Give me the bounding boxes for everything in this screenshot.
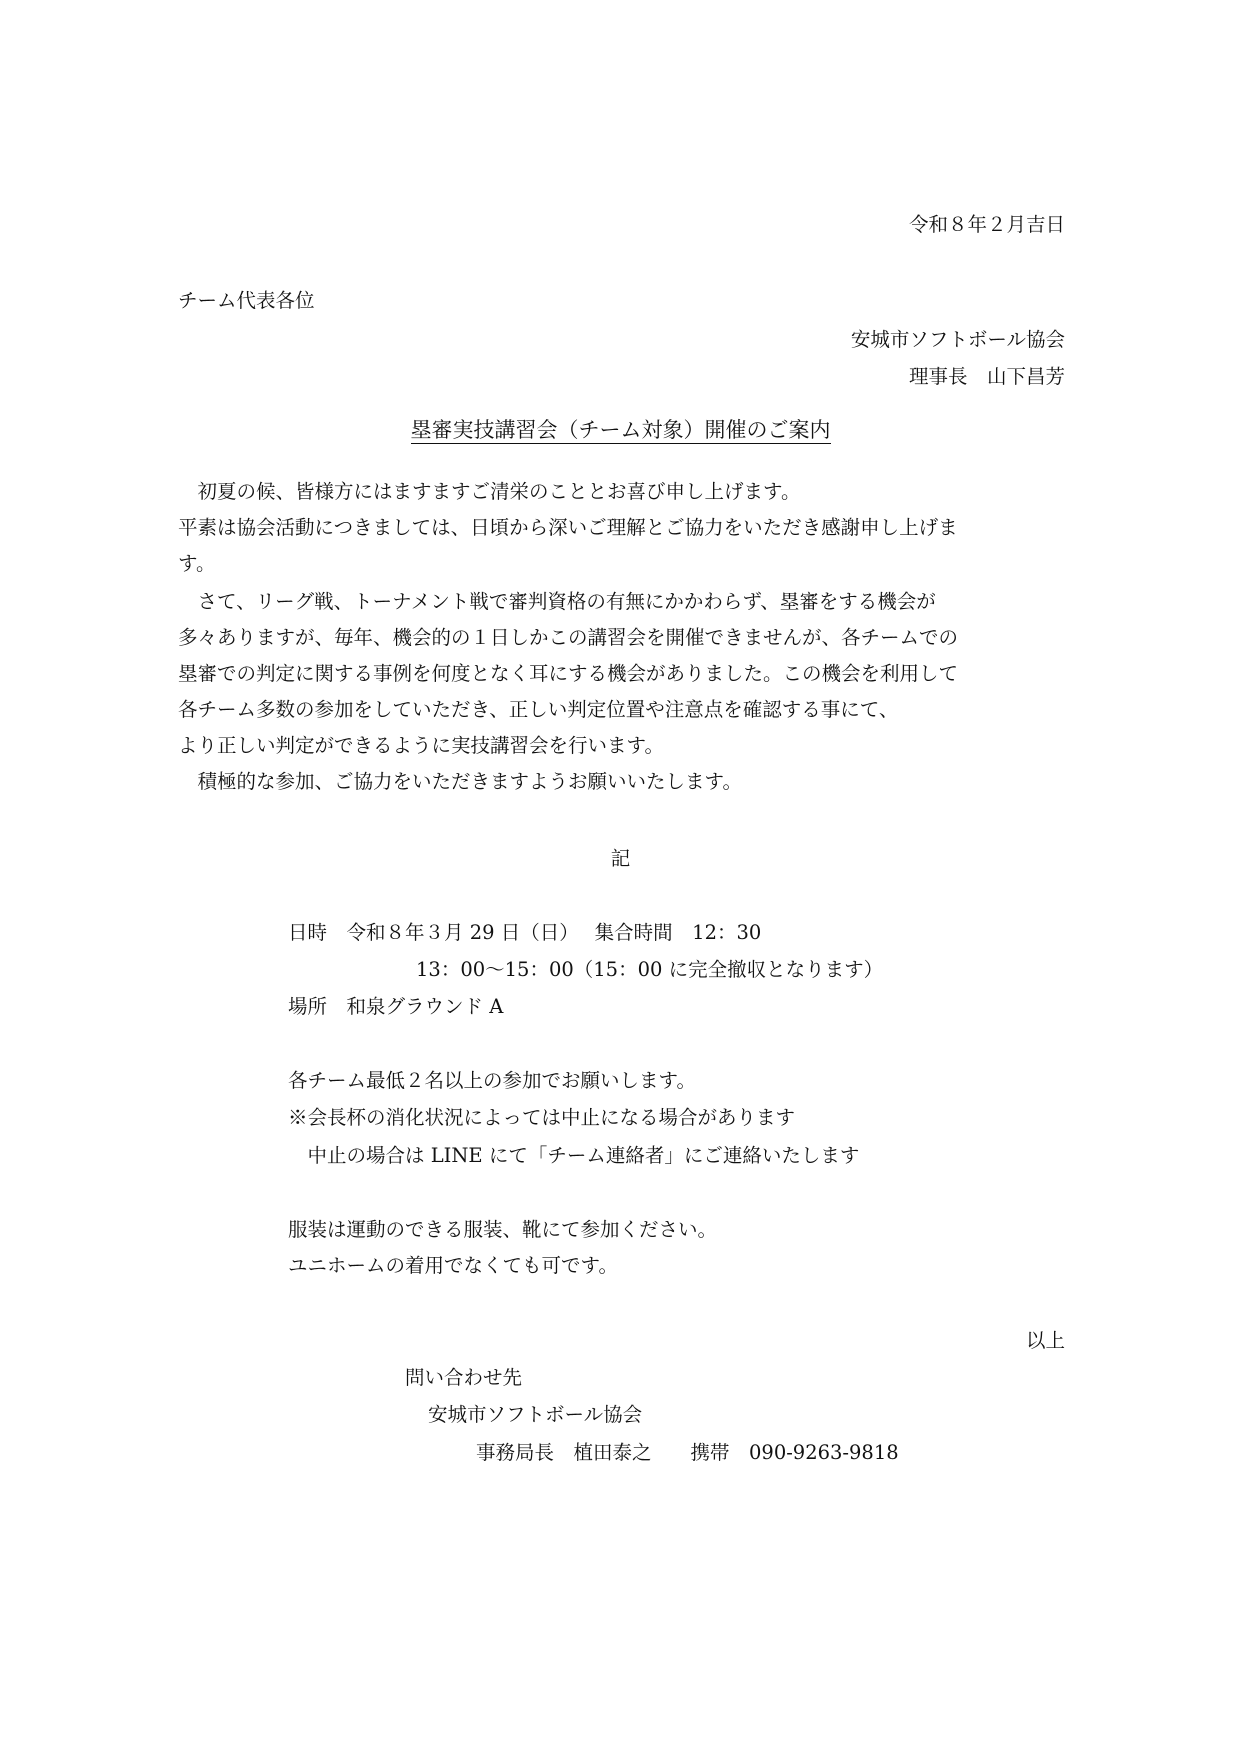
event-place: 場所 和泉グラウンド A [288,995,504,1018]
event-time: 13：00〜15：00（15：00 に完全撤収となります） [416,958,884,981]
closing-mark: 以上 [1025,1329,1065,1352]
contact-organization: 安城市ソフトボール協会 [428,1403,643,1426]
line-contact-note: 中止の場合は LINE にて「チーム連絡者」にご連絡いたします [288,1144,860,1167]
body-line-1: 初夏の候、皆様方にはますますご清栄のこととお喜び申し上げます。 [178,480,801,503]
document-date: 令和８年２月吉日 [908,213,1065,236]
addressee: チーム代表各位 [178,289,315,312]
body-line-4: さて、リーグ戦、トーナメント戦で審判資格の有無にかかわらず、塁審をする機会が [178,590,936,613]
body-line-5: 多々ありますが、毎年、機会的の１日しかこの講習会を開催できませんが、各チームでの [178,626,959,649]
body-line-7: 各チーム多数の参加をしていただき、正しい判定位置や注意点を確認する事にて、 [178,698,899,721]
document-title [0,415,1241,445]
cancellation-note: ※会長杯の消化状況によっては中止になる場合があります [288,1106,796,1129]
contact-person: 事務局長 植田泰之 携帯 090-9263-9818 [476,1441,899,1464]
document-title-text: 塁審実技講習会（チーム対象）開催のご案内 [410,418,831,442]
contact-heading: 問い合わせ先 [405,1366,523,1389]
sender-name: 理事長 山下昌芳 [908,365,1065,388]
participants-note: 各チーム最低２名以上の参加でお願いします。 [288,1069,696,1092]
ki-heading: 記 [610,847,631,870]
sender-organization: 安城市ソフトボール協会 [850,328,1065,351]
dress-note: 服装は運動のできる服装、靴にて参加ください。 [288,1218,718,1241]
body-line-3: す。 [178,552,216,575]
body-line-9: 積極的な参加、ご協力をいただきますようお願いいたします。 [178,770,742,793]
body-line-6: 塁審での判定に関する事例を何度となく耳にする機会がありました。この機会を利用して [178,662,959,685]
body-line-2: 平素は協会活動につきましては、日頃から深いご理解とご協力をいただき感謝申し上げま [178,516,958,539]
event-datetime: 日時 令和８年３月 29 日（日） 集合時間 12：30 [288,921,762,944]
uniform-note: ユニホームの着用でなくても可です。 [288,1254,618,1277]
body-line-8: より正しい判定ができるように実技講習会を行います。 [178,734,664,757]
